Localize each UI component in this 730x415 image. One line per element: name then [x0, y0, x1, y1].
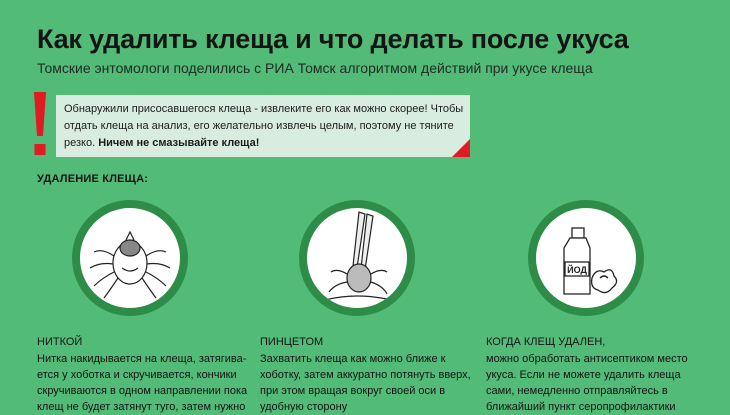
section-title: УДАЛЕНИЕ КЛЕЩА:: [37, 173, 149, 185]
step-2-line: Захватить клеща как можно ближе к: [260, 353, 446, 365]
step-3-line: сами, немедленно отправляйтесь в: [486, 385, 668, 397]
notice-text: [64, 101, 464, 152]
step-2-line: удобную сторону: [260, 401, 348, 413]
step-1-illustration: [72, 200, 188, 316]
step-2-text: [260, 351, 471, 415]
step-3-line: можно обработать антисептиком место: [486, 353, 688, 365]
notice-bold: Ничем не смазывайте клеща!: [98, 137, 260, 149]
corner-triangle-icon: [452, 139, 470, 157]
step-1-line: клещ не будет затянут туго, затем нужно: [37, 401, 246, 413]
exclamation-icon: [33, 92, 47, 162]
step-3-illustration: [528, 200, 644, 316]
notice-body: Обнаружили присосавшегося клеща - извлеките его как можно скорее! Чтобы отдать клеща на анализ, его желательно извлечь целым, поэтому не тяните резко.: [64, 103, 464, 149]
step-1-line: Нитка накидывается на клеща, затягива-: [37, 353, 247, 365]
step-1-line: скручиваются в одном направлении пока: [37, 385, 248, 397]
step-2-line: при этом вращая вокруг своей оси в: [260, 385, 446, 397]
tweezers-icon: [307, 208, 407, 308]
tick-icon: [80, 208, 180, 308]
step-3-line: укуса. Если не можете удалить клеща: [486, 369, 681, 381]
step-1-line: ется у хоботка и скручивается, кончики: [37, 369, 237, 381]
step-1-heading: НИТКОЙ: [37, 336, 83, 348]
page-title: Как удалить клеща и что делать после укуса: [37, 24, 629, 54]
page-subtitle: Томские энтомологи поделились с РИА Томск алгоритмом действий при укусе клеща: [37, 60, 593, 76]
step-3-line: ближайший пункт серопрофилактики: [486, 401, 676, 413]
step-2-heading: ПИНЦЕТОМ: [260, 336, 324, 348]
warning-notice: [56, 95, 470, 157]
step-1-text: [37, 351, 247, 415]
step-3-text: [486, 351, 688, 415]
bottle-label: ЙОД: [567, 265, 587, 275]
step-3-heading: КОГДА КЛЕЩ УДАЛЕН,: [486, 336, 606, 348]
step-2-illustration: [299, 200, 415, 316]
step-2-line: хоботку, затем аккуратно потянуть вверх,: [260, 369, 471, 381]
iodine-bottle-icon: [536, 208, 636, 308]
